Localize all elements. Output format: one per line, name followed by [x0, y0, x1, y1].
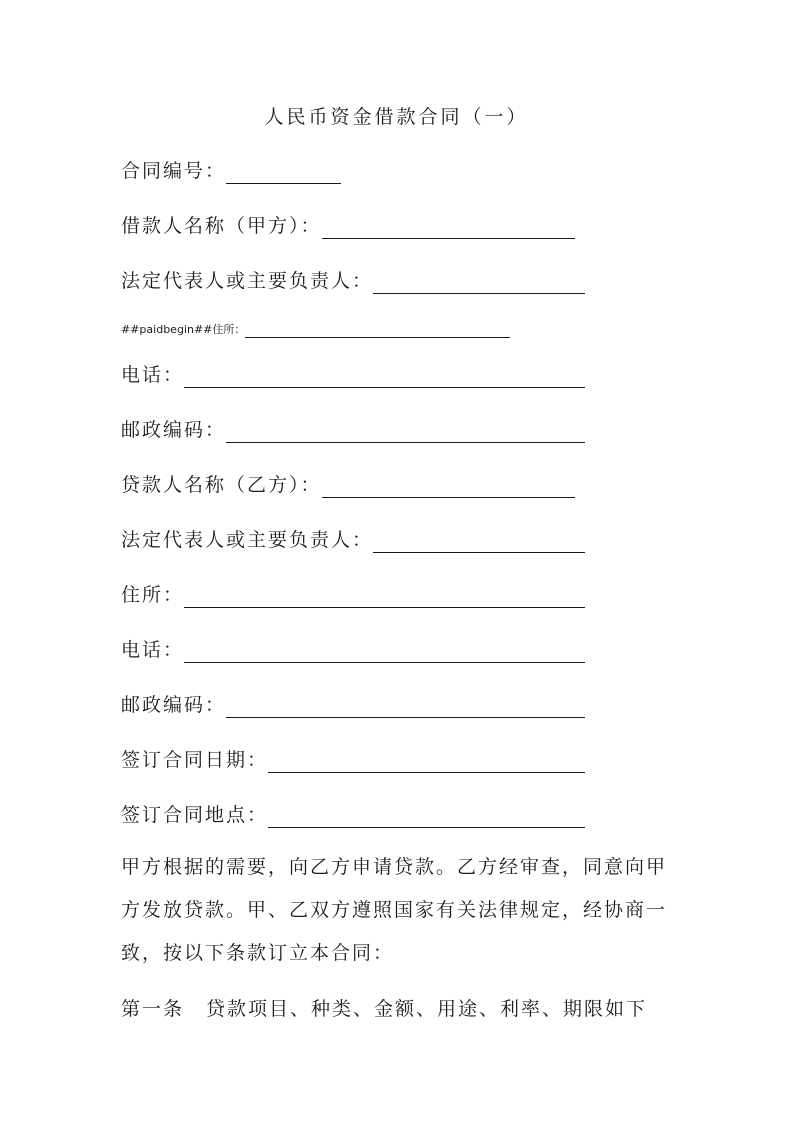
borrower-phone-blank[interactable] — [184, 367, 585, 388]
lender-phone-line — [121, 637, 585, 663]
lender-postcode-blank[interactable] — [226, 697, 585, 718]
sign-date-blank[interactable] — [268, 752, 585, 773]
borrower-rep-label: 法定代表人或主要负责人： — [121, 270, 374, 292]
borrower-address-line — [121, 322, 510, 338]
lender-name-line — [121, 472, 575, 498]
borrower-rep-blank[interactable] — [373, 273, 585, 294]
borrower-rep-line — [121, 268, 585, 294]
lender-address-label: 住所： — [121, 584, 185, 606]
lender-phone-blank[interactable] — [184, 642, 585, 663]
borrower-name-line — [121, 213, 575, 239]
contract-number-line — [121, 158, 341, 184]
lender-rep-label: 法定代表人或主要负责人： — [121, 529, 374, 551]
intro-line-1: 甲方根据的需要，向乙方申请贷款。乙方经审查，同意向甲 — [121, 856, 668, 878]
borrower-postcode-label: 邮政编码： — [121, 419, 227, 441]
lender-postcode-line — [121, 692, 585, 718]
borrower-name-label: 借款人名称（甲方）： — [121, 215, 322, 237]
lender-address-line — [121, 582, 585, 608]
article-1-text: 贷款项目、种类、金额、用途、利率、期限如下 — [206, 998, 648, 1020]
borrower-postcode-blank[interactable] — [226, 422, 585, 443]
lender-rep-blank[interactable] — [373, 532, 585, 553]
sign-date-line — [121, 747, 585, 773]
lender-address-blank[interactable] — [184, 587, 585, 608]
lender-rep-line — [121, 527, 585, 553]
sign-place-label: 签订合同地点： — [121, 804, 269, 826]
lender-name-blank[interactable] — [322, 477, 575, 498]
sign-date-label: 签订合同日期： — [121, 749, 269, 771]
document-title: 人民币资金借款合同（一） — [264, 106, 529, 128]
borrower-postcode-line — [121, 417, 585, 443]
borrower-phone-label: 电话： — [121, 364, 185, 386]
intro-paragraph — [121, 846, 677, 975]
lender-phone-label: 电话： — [121, 639, 185, 661]
lender-name-label: 贷款人名称（乙方）： — [121, 474, 322, 496]
sign-place-blank[interactable] — [268, 807, 585, 828]
article-1-heading — [121, 994, 647, 1021]
borrower-phone-line — [121, 362, 585, 388]
contract-number-blank[interactable] — [226, 163, 341, 184]
sign-place-line — [121, 802, 585, 828]
intro-line-3: 致，按以下条款订立本合同： — [121, 942, 395, 964]
borrower-address-label: ##paidbegin##住所： — [121, 323, 246, 336]
borrower-address-blank[interactable] — [245, 325, 510, 338]
intro-line-2: 方发放贷款。甲、乙双方遵照国家有关法律规定，经协商一 — [121, 899, 668, 921]
lender-postcode-label: 邮政编码： — [121, 694, 227, 716]
borrower-name-blank[interactable] — [322, 218, 575, 239]
article-1-number: 第一条 — [121, 998, 185, 1020]
contract-number-label: 合同编号： — [121, 160, 227, 182]
